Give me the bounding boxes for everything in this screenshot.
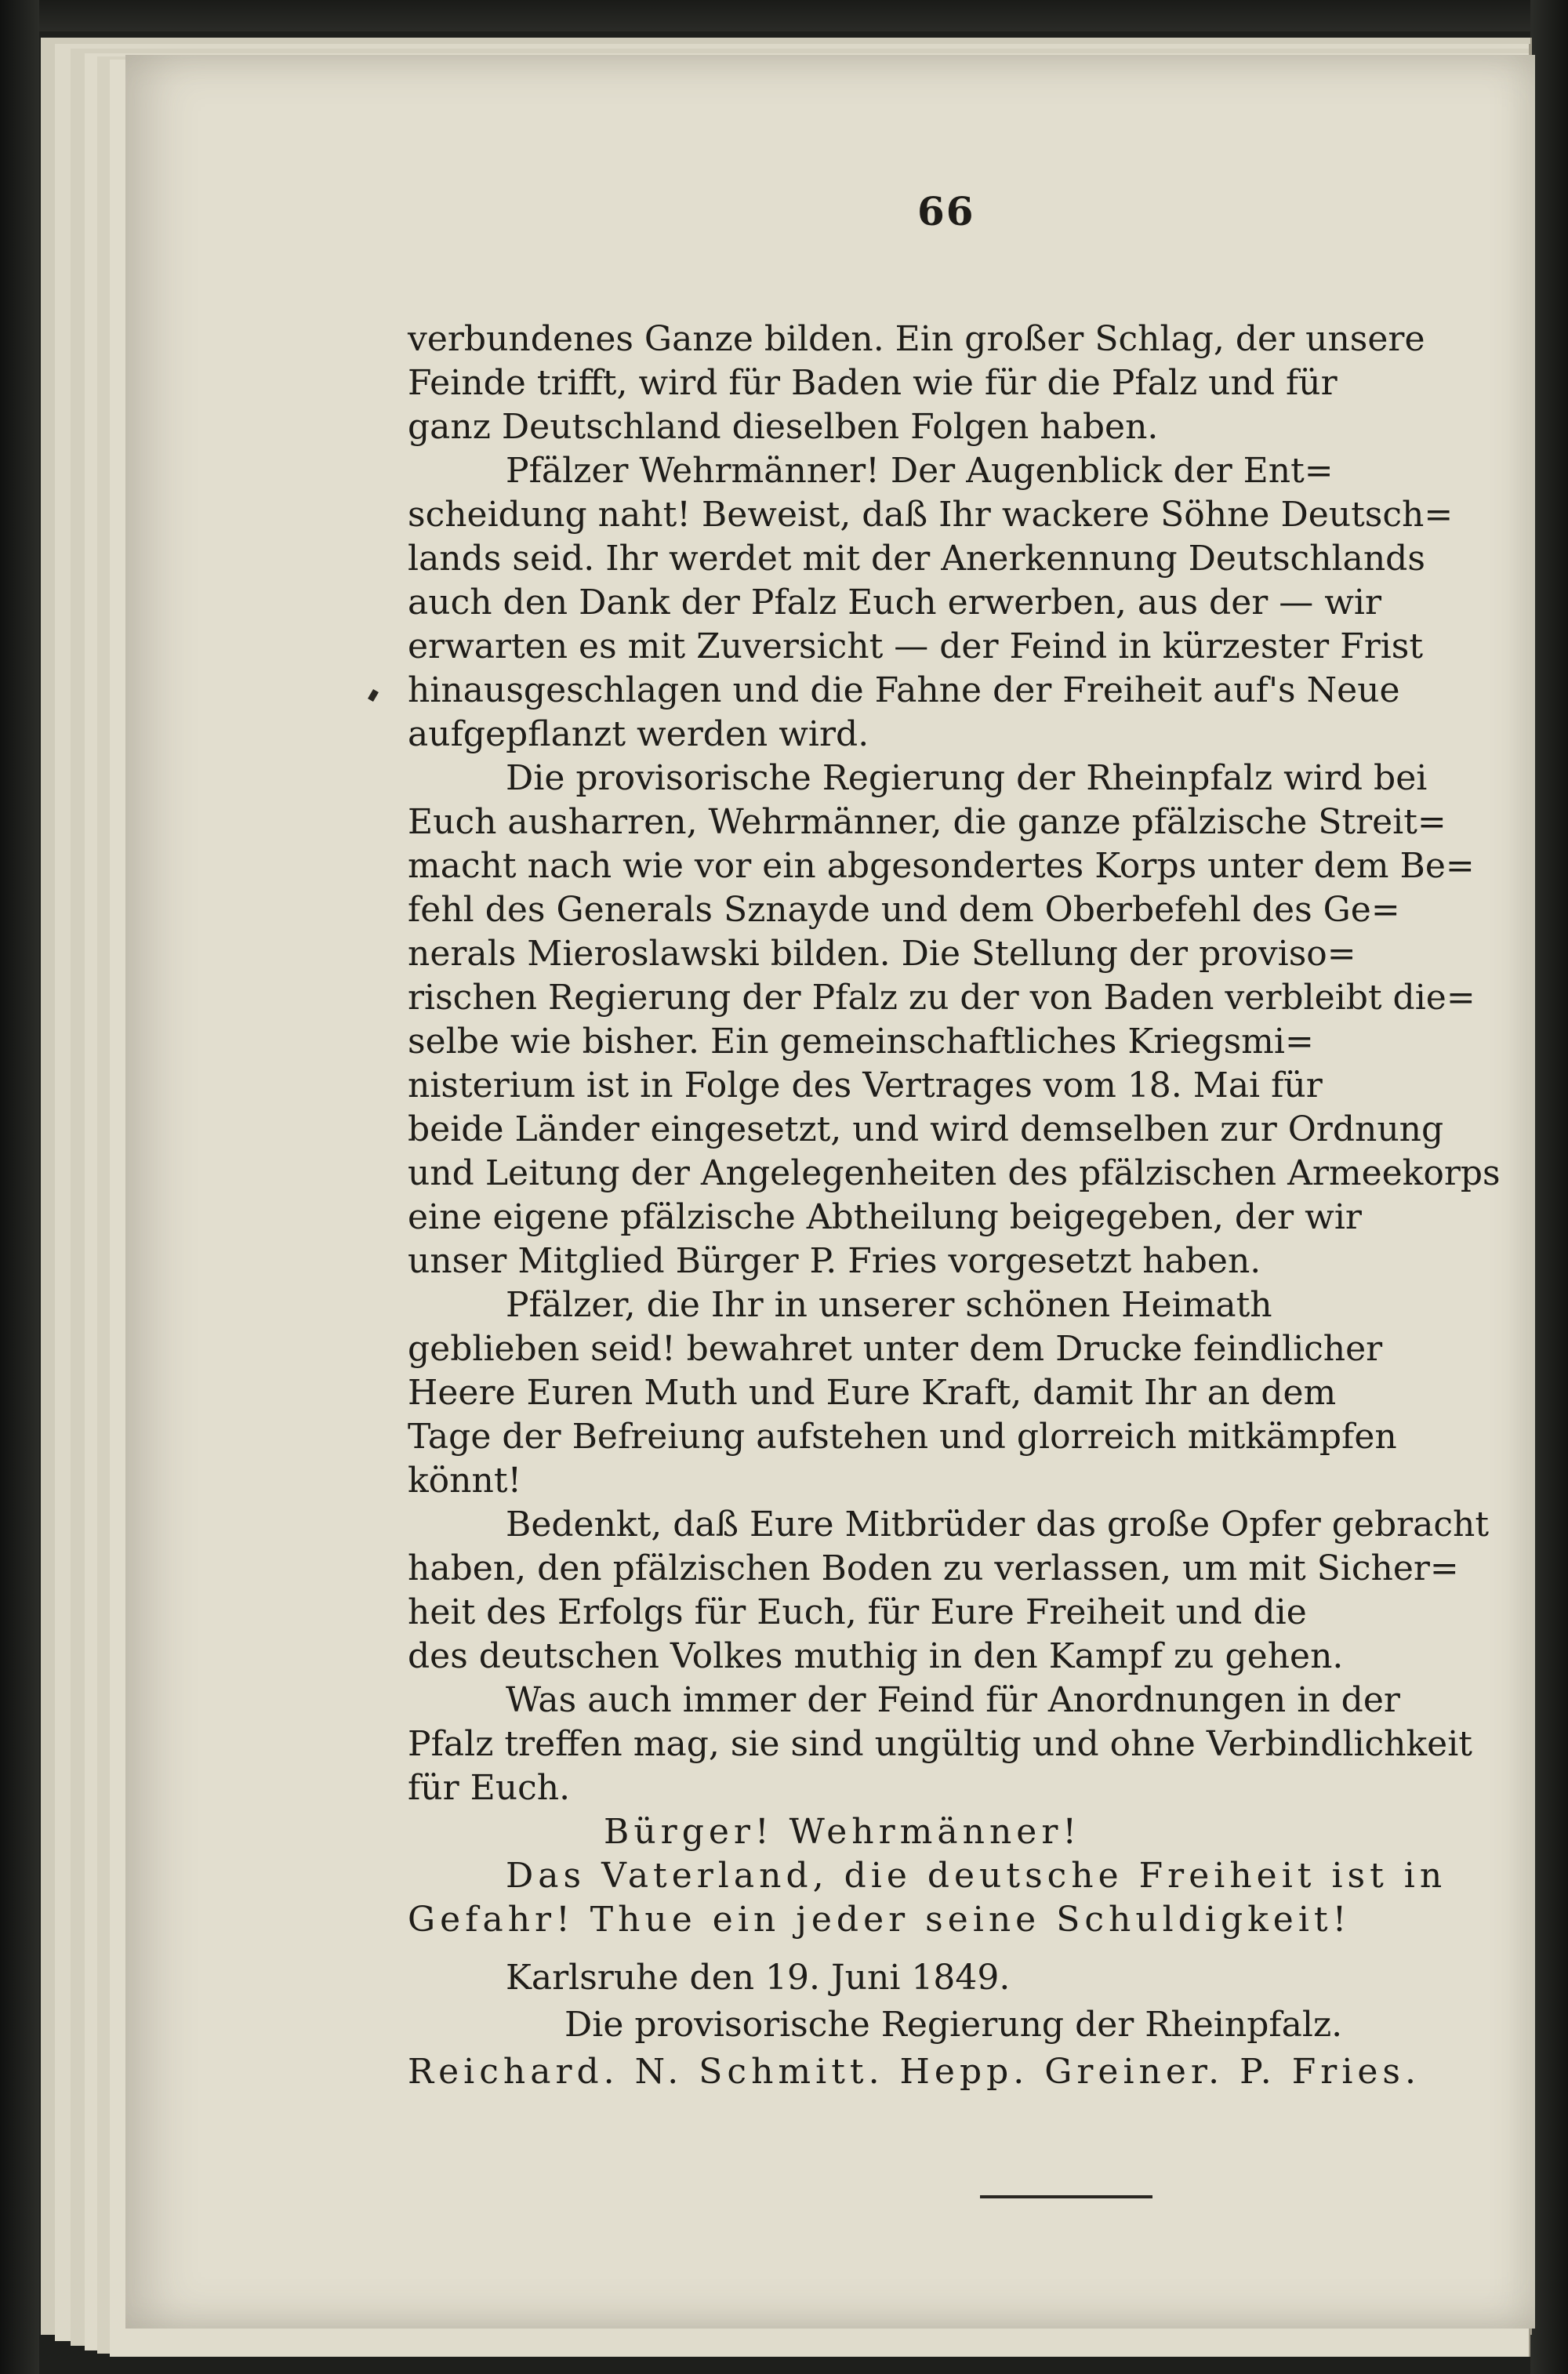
text-line: rischen Regierung der Pfalz zu der von Baden verbleibt die=: [408, 978, 1475, 1018]
text-line: macht nach wie vor ein abgesondertes Korps unter dem Be=: [408, 846, 1475, 886]
text-line: aufgepflanzt werden wird.: [408, 714, 869, 754]
text-line: Was auch immer der Feind für Anordnungen in der: [506, 1680, 1400, 1720]
text-line: Bedenkt, daß Eure Mitbrüder das große Opfer gebracht: [506, 1505, 1490, 1545]
text-line: des deutschen Volkes muthig in den Kampf zu gehen.: [408, 1636, 1344, 1676]
text-line: lands seid. Ihr werdet mit der Anerkennung Deutschlands: [408, 539, 1425, 579]
book-binding-left: [0, 0, 39, 2374]
text-line: Gefahr! Thue ein jeder seine Schuldigkeit!: [408, 1900, 1352, 1940]
text-line: und Leitung der Angelegenheiten des pfälzischen Armeekorps: [408, 1153, 1501, 1193]
text-line: Das Vaterland, die deutsche Freiheit ist in: [506, 1856, 1447, 1896]
text-line: Pfälzer, die Ihr in unserer schönen Heimath: [506, 1285, 1272, 1325]
signatures-line: Reichard. N. Schmitt. Hepp. Greiner. P. Fries.: [408, 2052, 1421, 2092]
text-line: haben, den pfälzischen Boden zu verlassen, um mit Sicher=: [408, 1548, 1459, 1588]
text-line: für Euch.: [408, 1768, 571, 1808]
text-line: hinausgeschlagen und die Fahne der Freiheit auf's Neue: [408, 670, 1400, 710]
book-page: [125, 55, 1535, 2329]
text-line: Heere Euren Muth und Eure Kraft, damit Ihr an dem: [408, 1373, 1337, 1413]
text-line: auch den Dank der Pfalz Euch erwerben, aus der — wir: [408, 583, 1382, 623]
text-line: fehl des Generals Sznayde und dem Oberbefehl des Ge=: [408, 890, 1400, 930]
margin-mark: [368, 689, 379, 702]
text-line: könnt!: [408, 1461, 522, 1501]
text-line: Tage der Befreiung aufstehen und glorreich mitkämpfen: [408, 1417, 1397, 1457]
text-line: Die provisorische Regierung der Rheinpfalz wird bei: [506, 758, 1428, 798]
page-number: 66: [917, 188, 975, 234]
text-line: geblieben seid! bewahret unter dem Drucke feindlicher: [408, 1329, 1383, 1369]
book-binding-right: [1530, 0, 1568, 2374]
text-line: Euch ausharren, Wehrmänner, die ganze pfälzische Streit=: [408, 802, 1446, 842]
closing-rule: [980, 2195, 1152, 2198]
dateline: Karlsruhe den 19. Juni 1849.: [506, 1958, 1011, 1998]
text-line: nerals Mieroslawski bilden. Die Stellung der proviso=: [408, 934, 1356, 974]
text-line: verbundenes Ganze bilden. Ein großer Schlag, der unsere: [408, 319, 1425, 359]
text-line: Feinde trifft, wird für Baden wie für die Pfalz und für: [408, 363, 1338, 403]
text-line: ganz Deutschland dieselben Folgen haben.: [408, 407, 1159, 447]
text-line: selbe wie bisher. Ein gemeinschaftliches Kriegsmi=: [408, 1022, 1314, 1062]
text-line: Pfälzer Wehrmänner! Der Augenblick der Ent=: [506, 451, 1334, 491]
text-line: erwarten es mit Zuversicht — der Feind in kürzester Frist: [408, 626, 1424, 666]
text-line: beide Länder eingesetzt, und wird demselben zur Ordnung: [408, 1109, 1444, 1149]
text-line: Pfalz treffen mag, sie sind ungültig und ohne Verbindlichkeit: [408, 1724, 1472, 1764]
text-line: Bürger! Wehrmänner!: [604, 1812, 1082, 1852]
text-line: nisterium ist in Folge des Vertrages vom 18. Mai für: [408, 1065, 1323, 1105]
book-binding-top: [0, 0, 1568, 31]
text-line: scheidung naht! Beweist, daß Ihr wackere Söhne Deutsch=: [408, 495, 1454, 535]
text-line: unser Mitglied Bürger P. Fries vorgesetzt haben.: [408, 1241, 1261, 1281]
text-line: heit des Erfolgs für Euch, für Eure Freiheit und die: [408, 1592, 1307, 1632]
text-line: eine eigene pfälzische Abtheilung beigegeben, der wir: [408, 1197, 1362, 1237]
issuer-line: Die provisorische Regierung der Rheinpfalz.: [564, 2005, 1343, 2045]
